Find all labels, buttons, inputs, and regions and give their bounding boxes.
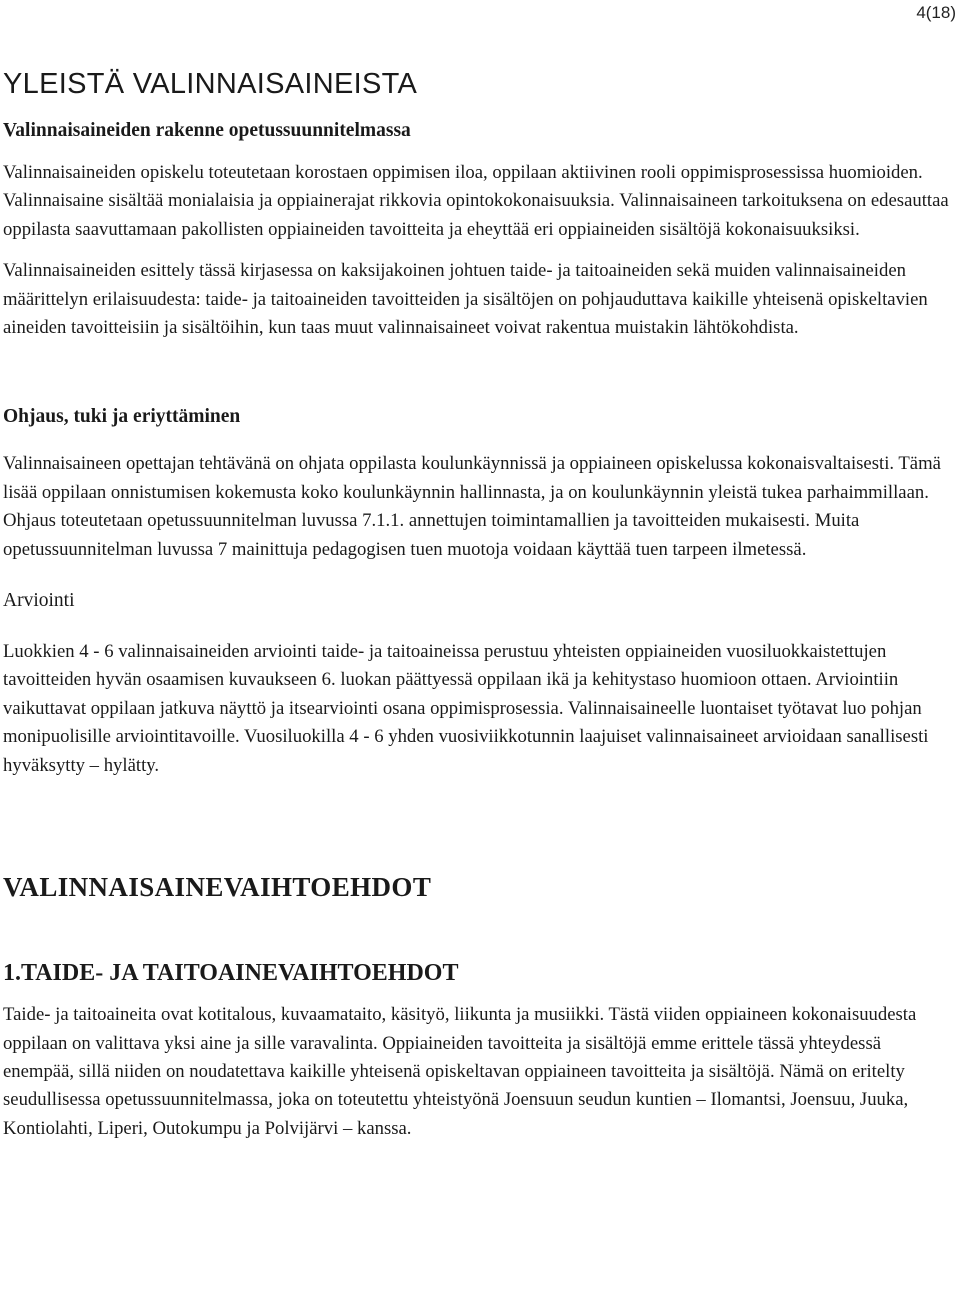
assessment-heading: Arviointi — [3, 590, 75, 612]
structure-heading: Valinnaisaineiden rakenne opetussuunnitelmassa — [3, 120, 411, 141]
arts-paragraph: Taide- ja taitoaineita ovat kotitalous, kuvaamataito, käsityö, liikunta ja musiikki. Tästä viiden oppiaineen kokonaisuudesta oppilaan on valittava yksi aine ja sille varavalinta. Oppiaineiden tavoitteita ja sisältöjä emme erittele tässä yhteydessä enempää, sillä niiden on noudatettava kaikille yhteisenä opiskeltavan oppiaineen tavoitteita ja sisältöjä. Nämä on eritelty seudullisessa opetussuunnitelmassa, joka on toteutettu yhteistyönä Joensuun seudun kuntien – Ilomantsi, Joensuu, Juuka, Kontiolahti, Liperi, Outokumpu ja Polvijärvi – kanssa. — [3, 1004, 917, 1139]
structure-paragraph-2: Valinnaisaineiden esittely tässä kirjasessa on kaksijakoinen johtuen taide- ja taitoaineiden sekä muiden valinnaisaineiden määrittelyn erilaisuudesta: taide- ja taitoaineiden tavoitteiden ja sisältöjen on pohjauduttava kaikille yhteisenä opiskeltavien aineiden tavoitteisiin ja sisältöihin, kun taas muut valinnaisaineet voivat rakentua muistakin lähtökohdista. — [3, 260, 928, 339]
guidance-paragraph: Valinnaisaineen opettajan tehtävänä on ohjata oppilasta koulunkäynnissä ja oppiaineen opiskelussa kokonaisvaltaisesti. Tämä lisää oppilaan onnistumisen kokemusta koko koulunkäynnin hallinnasta, ja on koulunkäynnin yleistä tukea parhaimmillaan. Ohjaus toteutetaan opetussuunnitelman luvussa 7.1.1. annettujen toimintamallien ja tavoitteiden mukaisesti. Muita opetussuunnitelman luvussa 7 mainittuja pedagogisen tuen muotoja voidaan käyttää tuen tarpeen ilmetessä. — [3, 453, 941, 560]
assessment-paragraph: Luokkien 4 - 6 valinnaisaineiden arviointi taide- ja taitoaineissa perustuu yhteisten oppiaineiden vuosiluokkaistettujen tavoitteiden hyvän osaamisen kuvaukseen 6. luokan päättyessä oppilaan ikä ja kehitystaso huomioon ottaen. Arviointiin vaikuttavat oppilaan jatkuva näyttö ja itsearviointi osana oppimisprosessia. Valinnaisaineelle luontaiset työtavat luo pohjan monipuolisille arviointitavoille. Vuosiluokilla 4 - 6 yhden vuosiviikkotunnin laajuiset valinnaisaineet arvioidaan sanallisesti hyväksytty – hylätty. — [3, 641, 929, 776]
guidance-heading: Ohjaus, tuki ja eriyttäminen — [3, 406, 241, 428]
main-title: YLEISTÄ VALINNAISAINEISTA — [3, 68, 418, 100]
arts-heading: 1.TAIDE- JA TAITOAINEVAIHTOEHDOT — [3, 960, 459, 987]
structure-paragraph-1: Valinnaisaineiden opiskelu toteutetaan korostaen oppimisen iloa, oppilaan aktiivinen rooli oppimisprosessissa huomioiden. Valinnaisaine sisältää monialaisia ja oppiainerajat rikkovia opintokokonaisuuksia. Valinnaisaineen tarkoituksena on edesauttaa oppilasta saavuttamaan pakollisten oppiaineiden tavoitteita ja eheyttää eri oppiaineiden sisältöjä kokonaisuuksiksi. — [3, 162, 949, 240]
page-number: 4(18) — [916, 3, 956, 22]
document-body — [3, 64, 955, 1143]
options-title: VALINNAISAINEVAIHTOEHDOT — [3, 872, 432, 903]
